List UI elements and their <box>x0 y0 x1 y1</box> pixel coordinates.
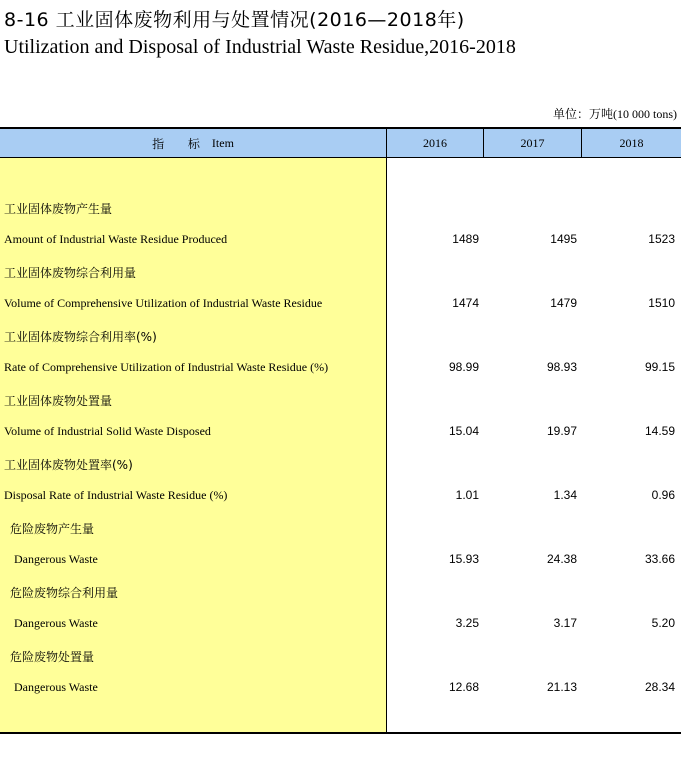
row-label-cn-text: 危险废物产生量 <box>10 522 95 536</box>
unit-label <box>553 105 677 122</box>
page-title-cn: 8-16 工业固体废物利用与处置情况(2016—2018年) <box>4 9 465 31</box>
cell-2018: 99.15 <box>644 360 675 374</box>
row-label-en-text: Volume of Industrial Solid Waste Disposed <box>4 424 211 438</box>
cell-2017: 3.17 <box>553 616 577 630</box>
row-label-cn <box>0 325 681 347</box>
row-label-cn <box>0 389 681 411</box>
row-label-cn <box>0 581 681 603</box>
table-row <box>0 421 681 443</box>
cell-2017: 24.38 <box>546 552 577 566</box>
row-label-en-text: Dangerous Waste <box>14 552 98 566</box>
header-year-2017: 2017 <box>484 129 582 158</box>
row-label-cn-text: 危险废物综合利用量 <box>10 586 119 600</box>
row-label-cn <box>0 517 681 539</box>
header-item-en: Item <box>211 135 234 150</box>
row-label-cn <box>0 645 681 667</box>
cell-2018: 5.20 <box>651 616 675 630</box>
row-label-cn-text: 工业固体废物产生量 <box>4 202 113 216</box>
cell-2017: 1479 <box>550 296 577 310</box>
cell-2017: 21.13 <box>546 680 577 694</box>
row-label-en-text: Disposal Rate of Industrial Waste Residue (%) <box>4 488 228 502</box>
row-label-en-text: Amount of Industrial Waste Residue Produced <box>4 232 228 246</box>
row-label-cn-text: 工业固体废物处置量 <box>4 394 113 408</box>
header-year-2018: 2018 <box>582 129 681 158</box>
cell-2018: 28.34 <box>644 680 675 694</box>
cell-2016: 12.68 <box>448 680 479 694</box>
row-label-cn <box>0 197 681 219</box>
header-item <box>0 129 387 158</box>
cell-2017: 98.93 <box>546 360 577 374</box>
row-label-en-text: Rate of Comprehensive Utilization of Industrial Waste Residue (%) <box>4 360 329 374</box>
table-row <box>0 613 681 635</box>
table-row <box>0 549 681 571</box>
row-label-en-text: Volume of Comprehensive Utilization of Industrial Waste Residue <box>4 296 323 310</box>
table-row <box>0 485 681 507</box>
header-item-cn: 指 标 <box>152 136 210 151</box>
cell-2018: 33.66 <box>644 552 675 566</box>
row-label-cn <box>0 453 681 475</box>
table-row <box>0 677 681 699</box>
cell-2016: 3.25 <box>455 616 479 630</box>
table-row <box>0 229 681 251</box>
cell-2018: 14.59 <box>644 424 675 438</box>
row-label-cn-text: 工业固体废物综合利用量 <box>4 266 137 280</box>
cell-2016: 15.04 <box>448 424 479 438</box>
cell-2016: 1.01 <box>455 488 479 502</box>
row-label-cn-text: 工业固体废物处置率(%) <box>4 458 133 472</box>
unit-label-en: (10 000 tons) <box>613 107 677 121</box>
cell-2018: 0.96 <box>651 488 675 502</box>
cell-2016: 98.99 <box>448 360 479 374</box>
cell-2017: 1.34 <box>553 488 577 502</box>
row-label-cn <box>0 261 681 283</box>
row-label-cn-text: 危险废物处置量 <box>10 650 95 664</box>
cell-2016: 1489 <box>452 232 479 246</box>
cell-2017: 19.97 <box>546 424 577 438</box>
table-row <box>0 293 681 315</box>
cell-2018: 1523 <box>648 232 675 246</box>
unit-label-cn: 单位：万吨 <box>552 107 613 121</box>
page-title-en: Utilization and Disposal of Industrial Waste Residue,2016-2018 <box>4 36 516 58</box>
cell-2018: 1510 <box>648 296 675 310</box>
table-row <box>0 357 681 379</box>
row-label-cn-text: 工业固体废物综合利用率(%) <box>4 330 157 344</box>
data-table <box>0 127 681 734</box>
cell-2016: 1474 <box>452 296 479 310</box>
row-label-en-text: Dangerous Waste <box>14 616 98 630</box>
cell-2017: 1495 <box>550 232 577 246</box>
cell-2016: 15.93 <box>448 552 479 566</box>
row-label-en-text: Dangerous Waste <box>14 680 98 694</box>
header-year-2016: 2016 <box>387 129 484 158</box>
